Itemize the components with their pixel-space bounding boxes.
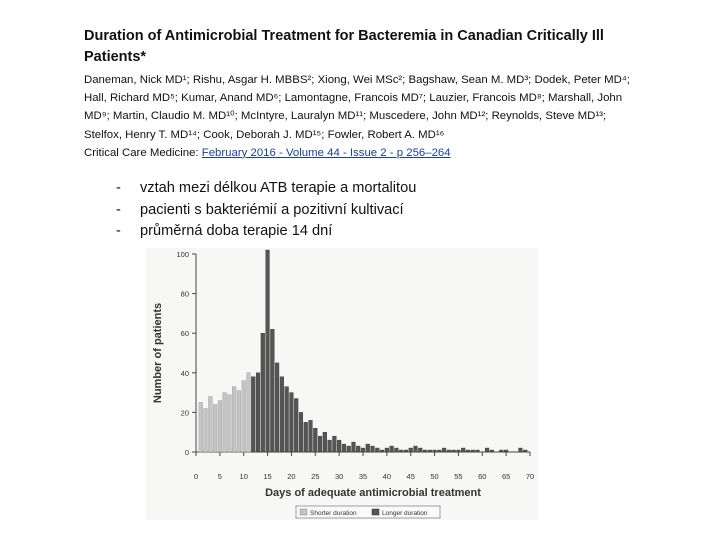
bar-longer-duration (461, 448, 465, 452)
bar-longer-duration (447, 450, 451, 452)
bar-shorter-duration (232, 387, 236, 452)
bullet-dash: - (116, 180, 121, 196)
x-tick-label: 25 (311, 472, 320, 481)
bar-longer-duration (328, 440, 332, 452)
bar-longer-duration (299, 412, 303, 452)
x-tick-label: 30 (334, 472, 344, 481)
bar-longer-duration (347, 446, 351, 452)
bullet-text: vztah mezi délkou ATB terapie a mortalitou (140, 180, 417, 196)
legend-swatch-longer (372, 509, 379, 515)
x-tick-label: 65 (501, 472, 511, 481)
article-title: Duration of Antimicrobial Treatment for Bacteremia in Canadian Critically Ill Patients* (84, 28, 604, 65)
bar-longer-duration (356, 446, 360, 452)
histogram-chart (146, 248, 538, 520)
bar-longer-duration (466, 450, 470, 452)
article-header (84, 26, 644, 162)
bar-longer-duration (418, 448, 422, 452)
bar-longer-duration (523, 450, 527, 452)
bullet-list (116, 178, 536, 243)
bar-shorter-duration (204, 408, 208, 452)
bar-longer-duration (500, 450, 504, 452)
bullet-text: průměrná doba terapie 14 dní (140, 223, 333, 239)
bar-shorter-duration (242, 381, 246, 452)
y-tick-label: 40 (180, 368, 189, 378)
y-tick-label: 20 (180, 408, 189, 418)
bullet-item (116, 200, 536, 222)
bar-longer-duration (290, 393, 294, 452)
bar-longer-duration (337, 440, 341, 452)
bar-longer-duration (266, 250, 270, 452)
y-tick-label: 60 (180, 329, 189, 339)
bar-longer-duration (471, 450, 475, 452)
bar-longer-duration (442, 448, 446, 452)
bar-longer-duration (333, 436, 337, 452)
bar-longer-duration (437, 450, 441, 452)
bar-longer-duration (399, 450, 403, 452)
bar-longer-duration (280, 377, 284, 452)
y-axis-title: Number of patients (152, 302, 164, 404)
bar-longer-duration (385, 448, 389, 452)
bar-longer-duration (304, 422, 308, 452)
bar-shorter-duration (247, 373, 251, 452)
x-tick-label: 55 (454, 472, 463, 481)
x-tick-label: 40 (382, 472, 392, 481)
x-tick-label: 60 (478, 472, 487, 481)
x-tick-label: 20 (287, 472, 296, 481)
bar-shorter-duration (213, 404, 217, 452)
x-tick-label: 5 (217, 472, 222, 481)
bar-longer-duration (275, 363, 279, 452)
bullet-item (116, 178, 536, 200)
bar-longer-duration (476, 450, 480, 452)
bar-longer-duration (309, 420, 313, 452)
bar-longer-duration (404, 450, 408, 452)
bar-longer-duration (519, 448, 523, 452)
bar-longer-duration (375, 448, 379, 452)
x-tick-label: 15 (263, 472, 272, 481)
bar-longer-duration (452, 450, 456, 452)
article-authors: Daneman, Nick MD¹; Rishu, Asgar H. MBBS²; Xiong, Wei MSc²; Bagshaw, Sean M. MD³; Dodek, Peter MD⁴; Hall, Richard MD⁵; Kumar, Anand MD⁶; Lamontagne, Francois MD⁷; Lauzier, Francois MD⁸; Marshall, John MD⁹; Martin, Claudio M. MD¹⁰; McIntyre, Lauralyn MD¹¹; Muscedere, John MD¹²; Reynolds, Steve MD¹³; Stelfox, Henry T. MD¹⁴; Cook, Deborah J. MD¹⁵; Fowler, Robert A. MD¹⁶ (84, 74, 630, 141)
x-tick-label: 35 (358, 472, 368, 481)
bar-longer-duration (366, 444, 370, 452)
bar-longer-duration (380, 450, 384, 452)
bar-longer-duration (390, 446, 394, 452)
bar-shorter-duration (228, 395, 232, 452)
bar-longer-duration (261, 333, 265, 452)
bar-longer-duration (313, 428, 317, 452)
bar-longer-duration (361, 448, 365, 452)
bar-longer-duration (294, 399, 298, 452)
bullet-item (116, 221, 536, 243)
y-tick-label: 80 (180, 289, 189, 299)
bar-longer-duration (423, 450, 427, 452)
legend-swatch-shorter (300, 509, 307, 515)
bar-longer-duration (323, 432, 327, 452)
x-tick-label: 0 (193, 472, 199, 481)
bar-longer-duration (395, 448, 399, 452)
y-tick-label: 100 (176, 250, 189, 259)
bar-longer-duration (251, 377, 255, 452)
bar-longer-duration (485, 448, 489, 452)
histogram-figure (146, 248, 538, 520)
bar-longer-duration (409, 448, 413, 452)
bar-shorter-duration (199, 403, 203, 453)
bar-longer-duration (414, 446, 418, 452)
bar-longer-duration (342, 444, 346, 452)
bar-longer-duration (490, 450, 494, 452)
journal-name: Critical Care Medicine: (84, 146, 202, 159)
bar-longer-duration (371, 446, 375, 452)
x-axis-title: Days of adequate antimicrobial treatment (265, 487, 481, 499)
bar-shorter-duration (208, 397, 212, 452)
journal-citation (84, 144, 644, 162)
bullet-dash: - (116, 201, 121, 218)
bar-longer-duration (433, 450, 437, 452)
y-tick-label: 0 (184, 448, 189, 457)
bar-shorter-duration (223, 393, 227, 452)
bar-longer-duration (428, 450, 432, 452)
bar-longer-duration (352, 442, 356, 452)
x-tick-label: 50 (430, 472, 439, 481)
bar-longer-duration (318, 436, 322, 452)
x-tick-label: 10 (239, 472, 248, 481)
bar-longer-duration (285, 387, 289, 452)
bar-longer-duration (504, 450, 508, 452)
bullet-text: pacienti s bakteriémií a pozitivní kultivací (140, 201, 404, 218)
bar-longer-duration (457, 450, 461, 452)
journal-issue-link[interactable]: February 2016 - Volume 44 - Issue 2 - p 256–264 (201, 146, 451, 159)
legend-label-shorter: Shorter duration (310, 510, 357, 517)
legend-label-longer: Longer duration (382, 510, 428, 517)
bar-longer-duration (256, 373, 260, 452)
bar-longer-duration (270, 329, 274, 452)
bar-shorter-duration (237, 391, 241, 452)
bar-shorter-duration (218, 401, 222, 452)
x-tick-label: 45 (406, 472, 415, 481)
x-tick-label: 70 (525, 472, 535, 481)
bullet-dash: - (116, 223, 121, 239)
